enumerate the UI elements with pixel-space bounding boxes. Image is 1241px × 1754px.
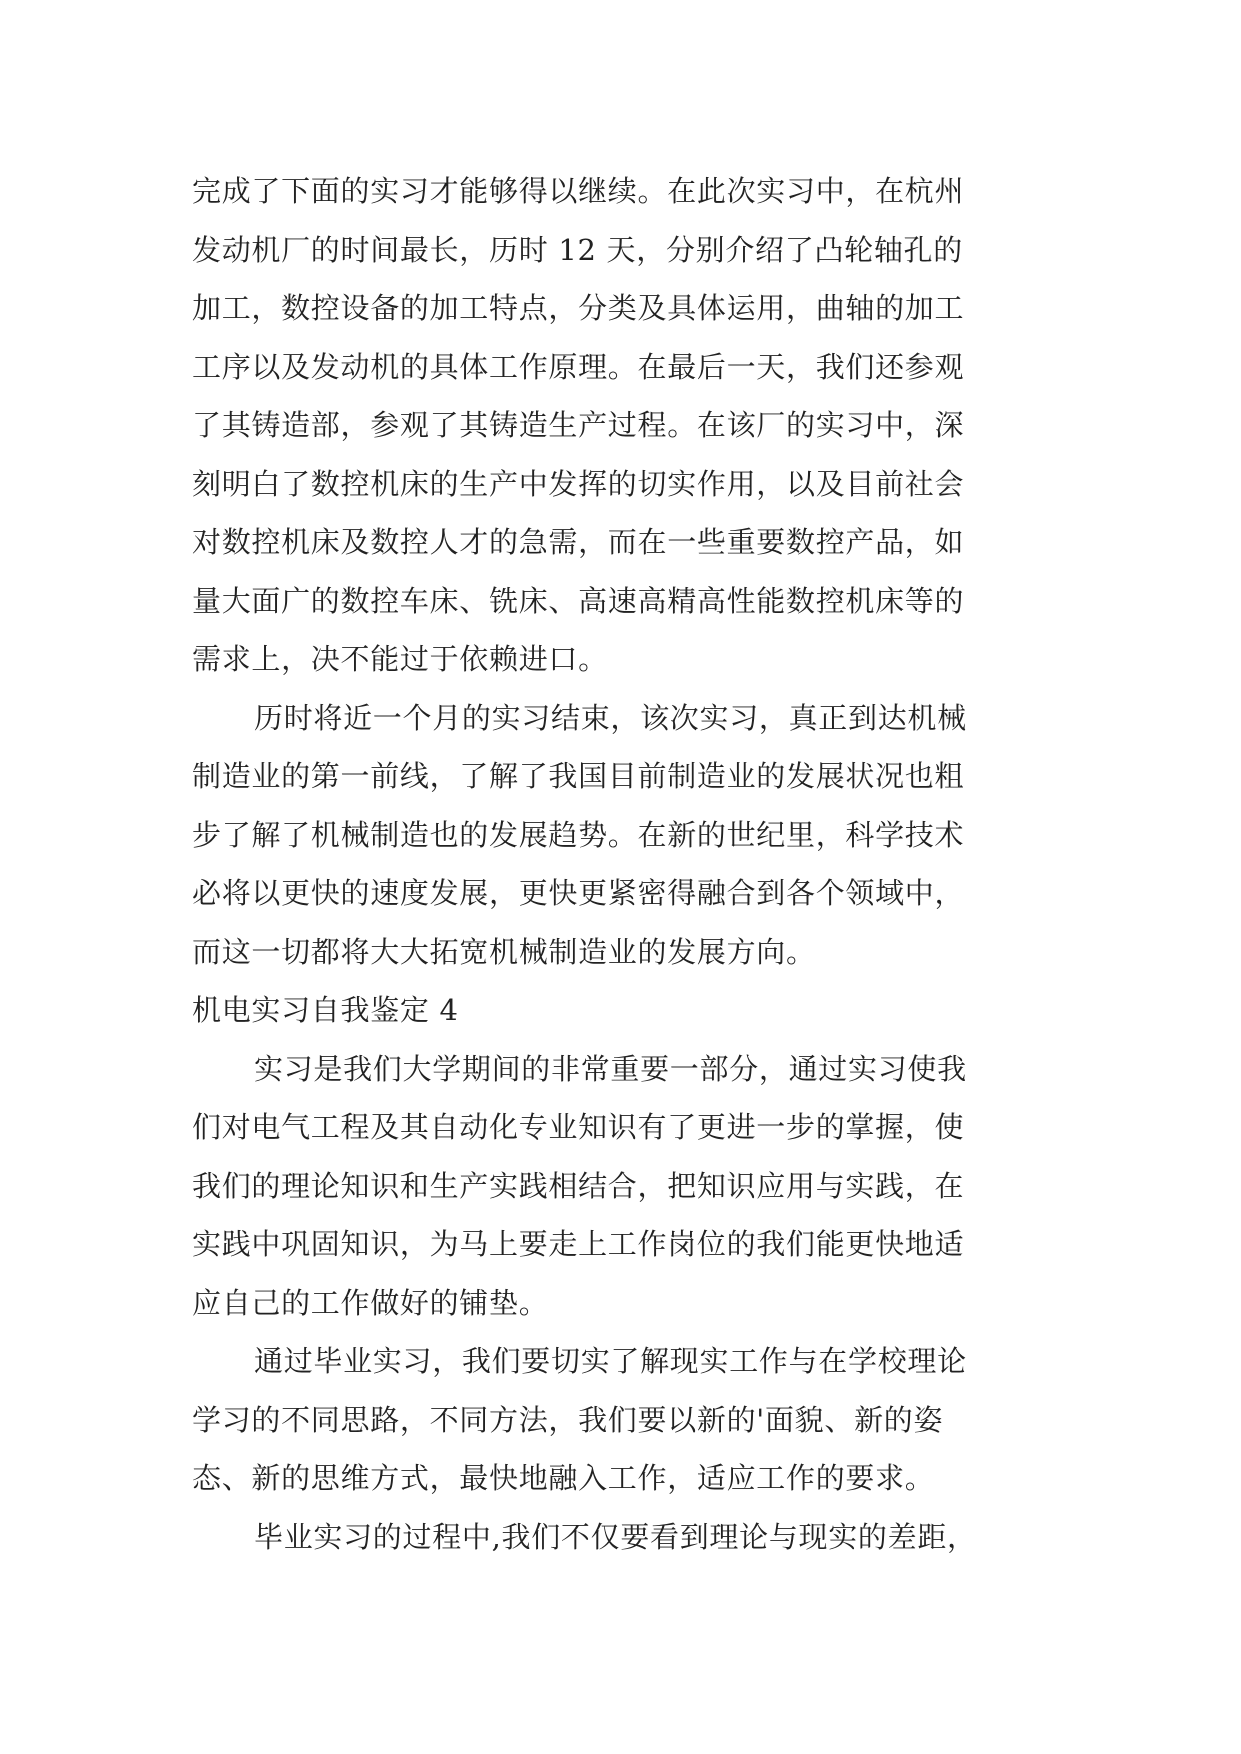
text-line: 必将以更快的速度发展，更快更紧密得融合到各个领域中， (192, 876, 965, 910)
text-line: 实践中巩固知识，为马上要走上工作岗位的我们能更快地适 (192, 1227, 965, 1261)
text-line: 通过毕业实习，我们要切实了解现实工作与在学校理论 (254, 1344, 967, 1378)
paragraph-4 (192, 1332, 1054, 1508)
text-line: 完成了下面的实习才能够得以继续。在此次实习中，在杭州 (192, 174, 965, 208)
text-line: 步了解了机械制造也的发展趋势。在新的世纪里，科学技术 (192, 817, 965, 852)
text-line: 需求上，决不能过于依赖进口。 (192, 642, 608, 676)
text-line: 量大面广的数控车床、铣床、高速高精高性能数控机床等的 (192, 583, 965, 618)
text-line: 我们的理论知识和生产实践相结合，把知识应用与实践，在 (192, 1168, 965, 1203)
text-line: 对数控机床及数控人才的急需，而在一些重要数控产品，如 (192, 525, 965, 559)
text-line: 态、新的思维方式，最快地融入工作，适应工作的要求。 (192, 1461, 935, 1495)
text-line: 制造业的第一前线，了解了我国目前制造业的发展状况也粗 (192, 759, 965, 793)
paragraph-2 (192, 689, 1054, 982)
text-line: 发动机厂的时间最长，历时 12 天，分别介绍了凸轮轴孔的 (192, 232, 963, 267)
paragraph-1 (192, 162, 1054, 689)
text-line: 们对电气工程及其自动化专业知识有了更进一步的掌握，使 (192, 1110, 965, 1144)
section-heading: 机电实习自我鉴定 4 (192, 993, 459, 1027)
paragraph-3 (192, 1040, 1054, 1333)
text-line: 加工，数控设备的加工特点，分类及具体运用，曲轴的加工 (192, 291, 965, 325)
text-line: 应自己的工作做好的铺垫。 (192, 1285, 549, 1320)
text-line: 学习的不同思路，不同方法，我们要以新的'面貌、新的姿 (192, 1402, 944, 1437)
text-line: 工序以及发动机的具体工作原理。在最后一天，我们还参观 (192, 349, 965, 384)
document-body (192, 162, 1054, 1566)
text-line: 而这一切都将大大拓宽机械制造业的发展方向。 (192, 934, 816, 969)
text-line: 历时将近一个月的实习结束，该次实习，真正到达机械 (254, 700, 967, 735)
text-line: 毕业实习的过程中,我们不仅要看到理论与现实的差距， (254, 1519, 977, 1554)
text-line: 了其铸造部，参观了其铸造生产过程。在该厂的实习中，深 (192, 408, 965, 442)
text-line: 实习是我们大学期间的非常重要一部分，通过实习使我 (254, 1051, 967, 1086)
text-line: 刻明白了数控机床的生产中发挥的切实作用，以及目前社会 (192, 466, 965, 501)
paragraph-5 (192, 1508, 1054, 1567)
